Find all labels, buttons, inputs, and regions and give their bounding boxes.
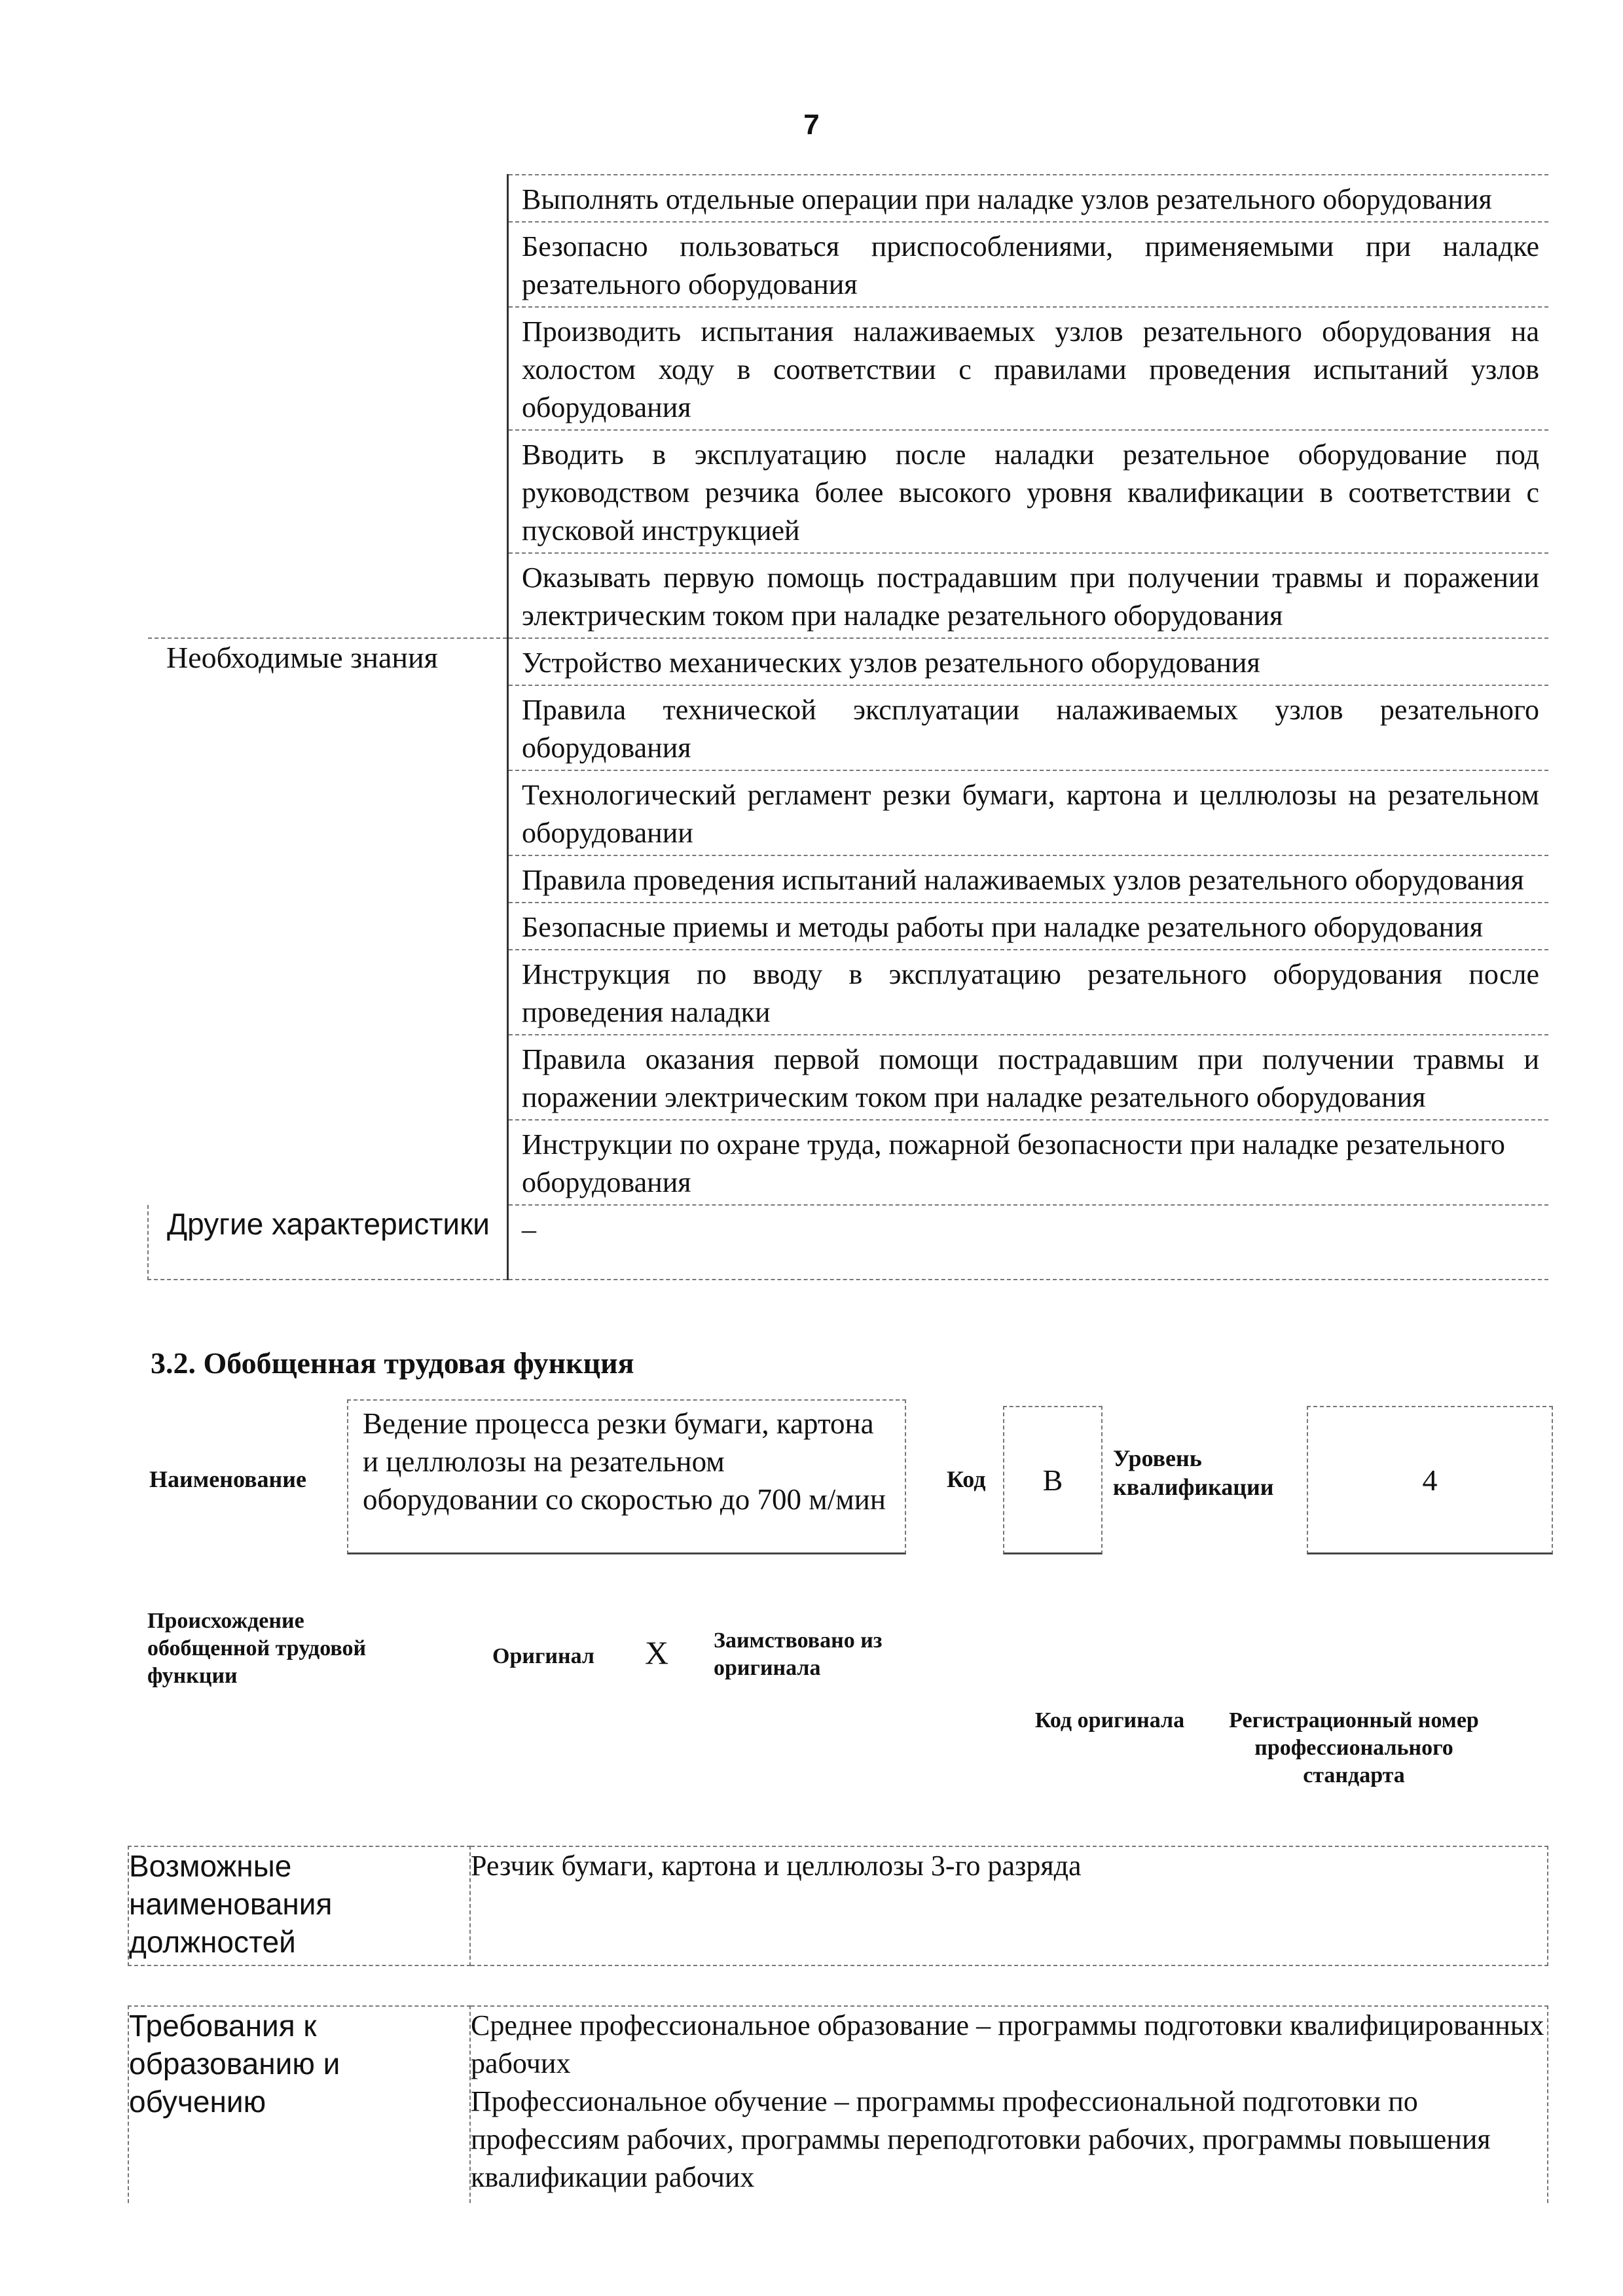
- registration-number-label: Регистрационный номер профессионального стандарта: [1229, 1708, 1479, 1787]
- knowledge-label: [148, 638, 508, 1205]
- knowledge-item: Устройство механических узлов резательного оборудования: [508, 638, 1549, 685]
- name-value-box: [347, 1399, 906, 1554]
- education-line: Среднее профессиональное образование – программы подготовки квалифицированных рабочих: [471, 2009, 1544, 2079]
- other-characteristics-value: –: [508, 1205, 1549, 1280]
- code-value-box: [1003, 1406, 1103, 1554]
- knowledge-item: Правила оказания первой помощи пострадавшим при получении травмы и поражении электрическим током при наладке резательного оборудования: [508, 1035, 1549, 1120]
- code-value: B: [1042, 1463, 1063, 1497]
- knowledge-item: Технологический регламент резки бумаги, картона и целлюлозы на резательном оборудовании: [508, 770, 1549, 855]
- job-titles-label: Возможные наименования должностей: [128, 1846, 470, 1965]
- level-label: Уровень квалификации: [1113, 1445, 1274, 1500]
- borrowed-label: Заимствовано из оригинала: [714, 1628, 883, 1680]
- knowledge-item: Безопасные приемы и методы работы при наладке резательного оборудования: [508, 903, 1549, 950]
- other-characteristics-label: Другие характеристики: [148, 1205, 508, 1280]
- education-label: Требования к образованию и обучению: [128, 2006, 470, 2203]
- job-titles-value: Резчик бумаги, картона и целлюлозы 3-го разряда: [470, 1846, 1548, 1965]
- origin-label: Происхождение обобщенной трудовой функции: [147, 1609, 367, 1688]
- original-code-label: Код оригинала: [1034, 1708, 1185, 1732]
- code-label: Код: [947, 1466, 986, 1492]
- knowledge-item: Инструкция по вводу в эксплуатацию резательного оборудования после проведения наладки: [508, 950, 1549, 1035]
- education-line: Профессиональное обучение – программы профессиональной подготовки по профессиям рабочих, программы переподготовки рабочих, программы повышения квалификации рабочих: [471, 2085, 1491, 2193]
- section-title: 3.2. Обобщенная трудовая функция: [151, 1346, 634, 1380]
- knowledge-label-text: Необходимые знания: [166, 641, 438, 674]
- original-mark: X: [645, 1634, 669, 1671]
- skill-item: Выполнять отдельные операции при наладке узлов резательного оборудования: [508, 175, 1549, 222]
- page-number: 7: [803, 109, 820, 141]
- skill-item: Вводить в эксплуатацию после наладки резательное оборудование под руководством резчика более высокого уровня квалификации в соответствии с пусковой инструкцией: [508, 430, 1549, 553]
- knowledge-item: Правила проведения испытаний налаживаемых узлов резательного оборудования: [508, 855, 1549, 903]
- name-label: Наименование: [149, 1466, 306, 1492]
- knowledge-item: Инструкции по охране труда, пожарной безопасности при наладке резательного оборудования: [508, 1120, 1549, 1205]
- skill-item: Производить испытания налаживаемых узлов резательного оборудования на холостом ходу в соответствии с правилами проведения испытаний узлов оборудования: [508, 307, 1549, 430]
- level-value-box: [1307, 1406, 1553, 1554]
- name-value: Ведение процесса резки бумаги, картона и целлюлозы на резательном оборудовании со скоростью до 700 м/мин: [363, 1407, 886, 1516]
- skills-label-cell: [148, 175, 508, 638]
- skill-item: Оказывать первую помощь пострадавшим при получении травмы и поражении электрическим током при наладке резательного оборудования: [508, 553, 1549, 638]
- skill-item: Безопасно пользоваться приспособлениями, применяемыми при наладке резательного оборудования: [508, 222, 1549, 307]
- job-titles-table: [128, 1846, 1548, 1966]
- skills-knowledge-table: [147, 174, 1548, 1280]
- original-label: Оригинал: [492, 1644, 594, 1668]
- level-value: 4: [1422, 1463, 1438, 1497]
- education-table: [128, 2005, 1548, 2203]
- knowledge-item: Правила технической эксплуатации налаживаемых узлов резательного оборудования: [508, 685, 1549, 770]
- education-value: [470, 2006, 1548, 2203]
